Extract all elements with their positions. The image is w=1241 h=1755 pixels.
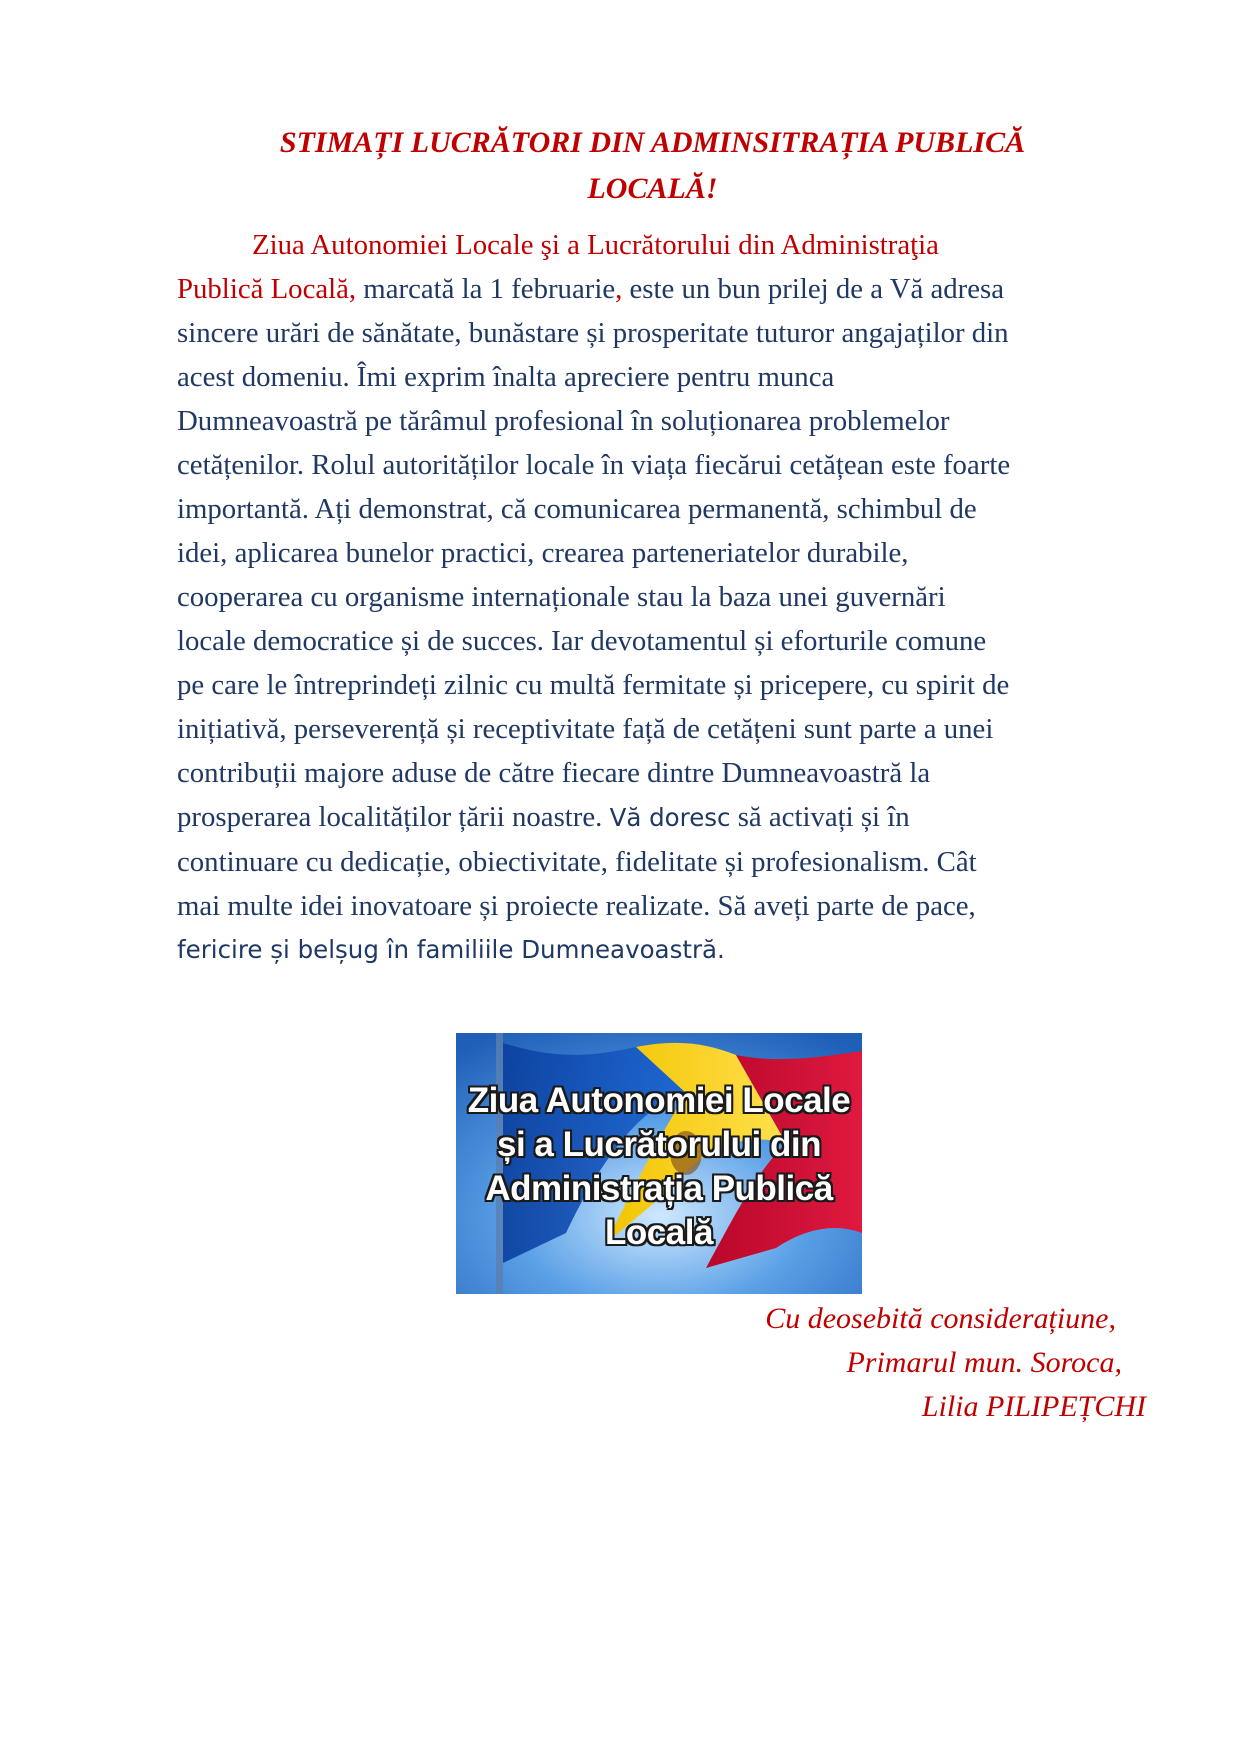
banner-line: Locală [605, 1213, 713, 1252]
body-line: fericire și belșug în familiile Dumneavoastră. [177, 935, 725, 964]
body-line: Ziua Autonomiei Locale şi a Lucrătorului din Administraţia [252, 229, 939, 261]
body-text-segment: Vă doresc [609, 803, 731, 832]
banner-line: Ziua Autonomiei Locale [467, 1081, 851, 1120]
body-line: importantă. Ați demonstrat, că comunicarea permanentă, schimbul de [177, 493, 977, 525]
body-text-segment: marcată la 1 februarie [356, 273, 616, 305]
signature-block [546, 1297, 1146, 1429]
body-line: inițiativă, perseverență și receptivitate față de cetățeni sunt parte a unei [177, 713, 994, 745]
body-line: sincere urări de sănătate, bunăstare și prosperitate tuturor angajaților din [177, 317, 1009, 349]
letter-title [230, 120, 1075, 212]
body-line: acest domeniu. Îmi exprim înalta apreciere pentru munca [177, 361, 835, 393]
body-line: cooperarea cu organisme internaționale stau la baza unei guvernări [177, 581, 946, 613]
title-line-2: LOCALĂ! [587, 172, 718, 205]
letter-body [177, 223, 1177, 972]
banner-line: și a Lucrătorului din [497, 1125, 821, 1164]
body-line: contribuții majore aduse de către fiecare dintre Dumneavoastră la [177, 757, 931, 789]
body-line: continuare cu dedicație, obiectivitate, fidelitate și profesionalism. Cât [177, 846, 977, 878]
body-line: Dumneavoastră pe tărâmul profesional în soluționarea problemelor [177, 405, 950, 437]
body-line [177, 267, 1177, 311]
signatory-name: Lilia PILIPEȚCHI [921, 1390, 1146, 1423]
body-line: mai multe idei inovatoare și proiecte realizate. Să aveți parte de pace, [177, 890, 976, 922]
body-line: pe care le întreprindeți zilnic cu multă fermitate și pricepere, cu spirit de [177, 669, 1010, 701]
body-red-comma: , [615, 273, 623, 305]
body-text-segment: prosperarea localităților țării noastre. [177, 801, 610, 833]
signatory-role: Primarul mun. Soroca, [846, 1346, 1122, 1379]
banner-caption [456, 1079, 862, 1255]
banner-line: Administrația Publică [485, 1169, 833, 1208]
body-red-text: Publică Locală, [177, 273, 357, 305]
body-line [177, 795, 1177, 840]
title-line-1: STIMAȚI LUCRĂTORI DIN ADMINSITRAȚIA PUBLICĂ [279, 126, 1026, 159]
body-line: cetățenilor. Rolul autorităților locale în viața fiecărui cetățean este foarte [177, 449, 1011, 481]
closing-phrase: Cu deosebită considerațiune, [765, 1302, 1116, 1335]
body-text-segment: este un bun prilej de a Vă adresa [622, 273, 1005, 305]
body-line: idei, aplicarea bunelor practici, crearea parteneriatelor durabile, [177, 537, 909, 569]
body-line: locale democratice și de succes. Iar devotamentul și eforturile comune [177, 625, 987, 657]
body-text-segment: să activați și în [730, 801, 910, 833]
autonomy-day-banner-image [456, 1033, 862, 1294]
